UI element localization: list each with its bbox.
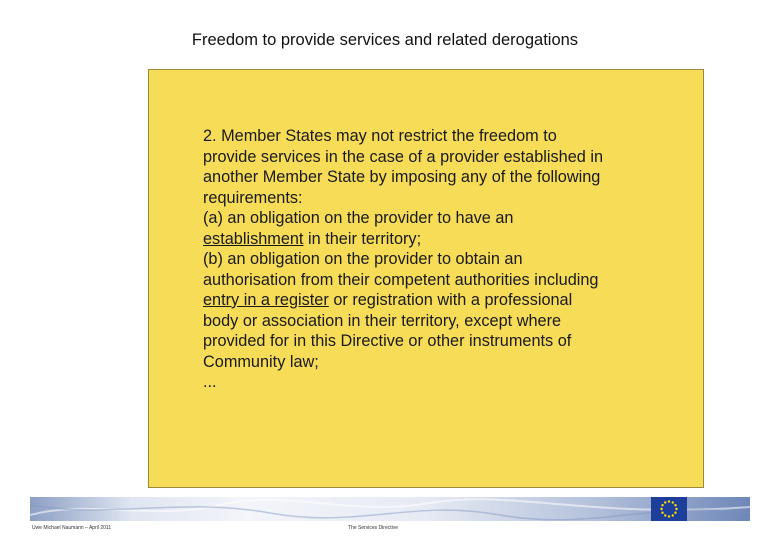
text-line: (a) an obligation on the provider to have an (203, 209, 514, 227)
establishment-underlined: establishment (203, 229, 304, 248)
text-line: Community law; (203, 352, 319, 371)
slide-title: Freedom to provide services and related derogations (191, 31, 579, 49)
text-line: (b) an obligation on the provider to obtain an (203, 250, 523, 268)
directive-article-text (203, 126, 663, 393)
footer-band (30, 497, 750, 521)
text-line: ... (203, 373, 217, 391)
footer-author-date: Uwe Michael Naumann – April 2011 (32, 525, 112, 531)
text-line: another Member State by imposing any of the following (203, 168, 601, 186)
text-fragment: or registration with a professional (328, 291, 573, 309)
footer-swirl-decoration (30, 497, 750, 521)
text-line (203, 290, 663, 311)
footer-directive-name: The Services Directive (348, 525, 399, 531)
register-underlined: entry in a register (203, 291, 329, 309)
eu-flag-icon (651, 497, 687, 521)
text-line: authorisation from their competent authorities including (203, 270, 599, 289)
text-line: body or association in their territory, except where (203, 311, 562, 330)
text-line (203, 229, 663, 250)
text-line: 2. Member States may not restrict the freedom to (203, 127, 557, 145)
text-line: requirements: (203, 188, 303, 207)
text-line: provide services in the case of a provider established in (203, 147, 604, 166)
text-line: provided for in this Directive or other instruments of (203, 332, 572, 350)
directive-quote-box (148, 69, 704, 488)
text-fragment: in their territory; (303, 229, 422, 248)
